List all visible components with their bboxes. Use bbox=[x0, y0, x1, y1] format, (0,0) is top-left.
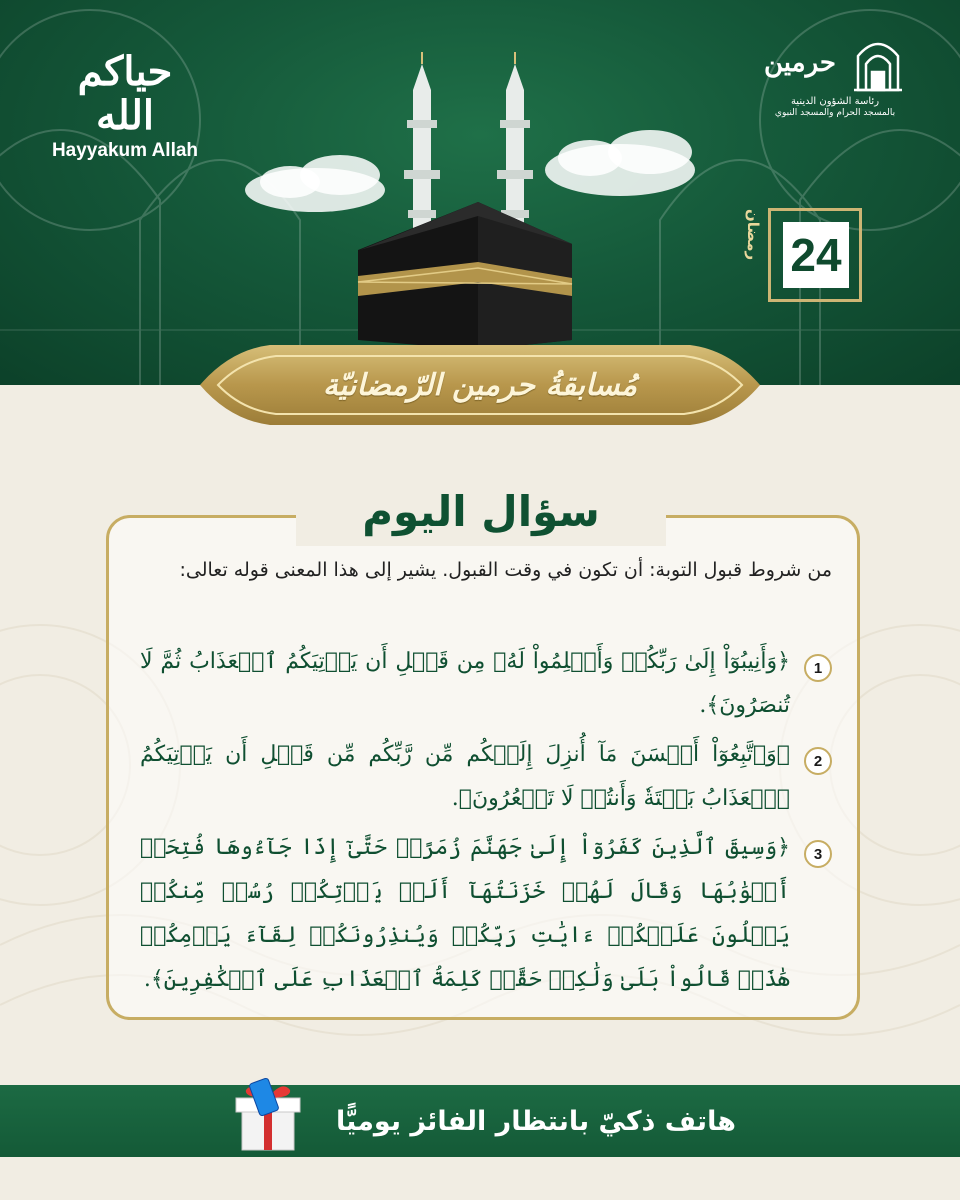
option-text-2: ﴿وَٱتَّبِعُوٓاْ أَحۡسَنَ مَآ أُنزِلَ إِلَيۡكُم مِّن رَّبِّكُم مِّن قَبۡلِ أَن يَأۡتِيَكُمُ ٱلۡعَذَابُ بَغۡتَةٗ وَأَنتُمۡ لَا تَشۡعُرُونَ﴾. bbox=[140, 742, 790, 811]
question-title-plate bbox=[296, 476, 666, 546]
kaaba-minarets-illustration bbox=[230, 50, 730, 350]
option-number-2: 2 bbox=[804, 747, 832, 775]
option-text-3: ﴿وَسِيقَ ٱلَّذِينَ كَفَرُوٓاْ إِلَىٰ جَهَنَّمَ زُمَرًاۖ حَتَّىٰٓ إِذَا جَآءُوهَا فُتِحَتۡ أَبۡوَٰبُهَا وَقَالَ لَهُمۡ خَزَنَتُهَآ أَلَمۡ يَأۡتِكُمۡ رُسُلٞ مِّنكُمۡ يَتۡلُونَ عَلَيۡكُمۡ ءَايَٰتِ رَبِّكُمۡ وَيُنذِرُونَكُمۡ لِقَآءَ يَوۡمِكُمۡ هَٰذَاۚ قَالُواْ بَلَىٰ وَلَٰكِنۡ حَقَّتۡ كَلِمَةُ ٱلۡعَذَابِ عَلَى ٱلۡكَٰفِرِينَ﴾. bbox=[140, 835, 790, 992]
header-section bbox=[0, 0, 960, 385]
prize-footer bbox=[0, 1085, 960, 1157]
option-number-3: 3 bbox=[804, 840, 832, 868]
answer-option-2[interactable] bbox=[140, 733, 832, 821]
day-badge bbox=[783, 222, 849, 288]
greeting-arabic: حياكم الله bbox=[77, 48, 173, 139]
option-text-1: ﴿وَأَنِيبُوٓاْ إِلَىٰ رَبِّكُمۡ وَأَسۡلِمُواْ لَهُۥ مِن قَبۡلِ أَن يَأۡتِيَكُمُ ٱلۡعَذَابُ ثُمَّ لَا تُنصَرُونَ﴾. bbox=[140, 649, 790, 718]
gift-phone-icon bbox=[224, 1074, 314, 1154]
answer-option-3[interactable] bbox=[140, 826, 832, 1002]
hayyakum-allah-logo bbox=[50, 50, 200, 162]
harameen-wordmark: حرمين bbox=[764, 48, 836, 78]
minaret-left-icon bbox=[404, 52, 440, 240]
kaaba-icon bbox=[358, 202, 572, 350]
prize-text: هاتف ذكيّ بانتظار الفائز يوميًّا bbox=[336, 1105, 736, 1137]
harameen-logo bbox=[755, 30, 915, 118]
minaret-right-icon bbox=[497, 52, 533, 240]
day-month-label: رمضان bbox=[744, 209, 762, 261]
answer-option-1[interactable] bbox=[140, 640, 832, 728]
cloud-left-icon bbox=[245, 155, 385, 212]
question-prompt: من شروط قبول التوبة: أن تكون في وقت القبول. يشير إلى هذا المعنى قوله تعالى: bbox=[179, 559, 832, 581]
logo-subtitle-line1: رئاسة الشؤون الدينية bbox=[790, 96, 880, 107]
banner-title: مُسابقةُ حرمين الرّمضانيّة bbox=[322, 367, 638, 403]
day-number: 24 bbox=[790, 229, 842, 281]
logo-subtitle-line2: بالمسجد الحرام والمسجد النبوي bbox=[774, 108, 896, 118]
question-title: سؤال اليوم bbox=[362, 486, 600, 536]
bottom-strip bbox=[0, 1157, 960, 1200]
option-number-1: 1 bbox=[804, 654, 832, 682]
cloud-right-icon bbox=[545, 130, 695, 196]
greeting-english: Hayyakum Allah bbox=[51, 140, 199, 161]
